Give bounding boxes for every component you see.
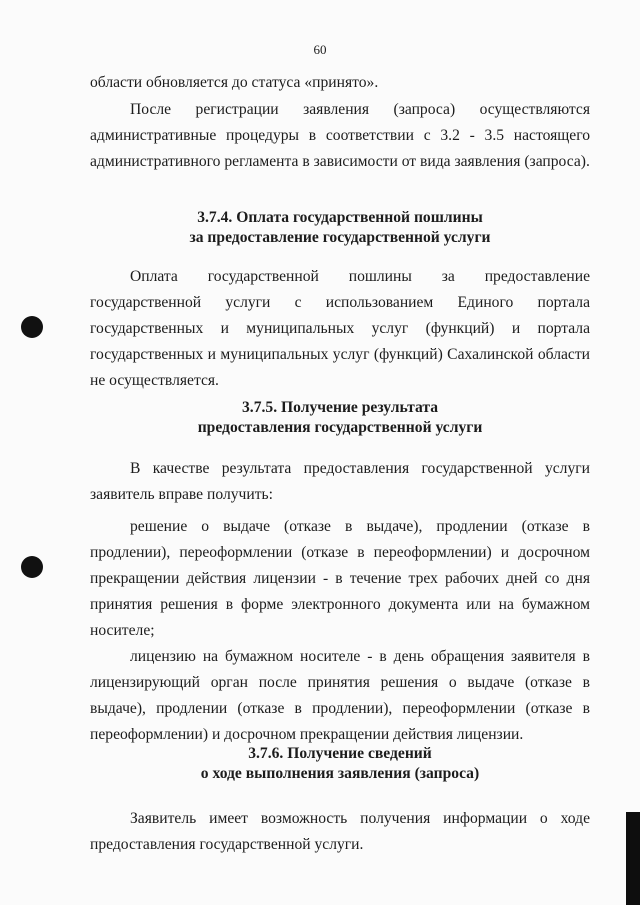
section-374-heading (90, 208, 590, 248)
section-376-heading-line-2: о ходе выполнения заявления (запроса) (200, 765, 480, 782)
section-375-paragraph-3: лицензию на бумажном носителе - в день обращения заявителя в лицензирующий орган после принятия решения о выдаче (отказе в выдаче), продлении (отказе в продлении), переоформлении (отказе в переоформлении) и досрочном прекращении действия лицензии. (90, 648, 590, 743)
section-375-heading-line-2: предоставления государственной услуги (197, 419, 483, 436)
section-376-heading-line-1: 3.7.6. Получение сведений (248, 745, 432, 762)
page-number: 60 (313, 42, 327, 57)
punch-hole-bottom (21, 556, 43, 578)
section-375-heading (90, 398, 590, 438)
intro-paragraph-2: После регистрации заявления (запроса) осуществляются административные процедуры в соответствии с 3.2 - 3.5 настоящего административного регламента в зависимости от вида заявления (запроса). (90, 101, 590, 170)
punch-hole-top (21, 316, 43, 338)
section-374-heading-line-1: 3.7.4. Оплата государственной пошлины (197, 209, 483, 226)
scan-edge-shadow (626, 812, 640, 905)
intro-text (90, 70, 590, 175)
section-376-heading (90, 744, 590, 784)
section-376-text (90, 806, 590, 858)
section-374-heading-line-2: за предоставление государственной услуги (189, 229, 491, 246)
section-375-text (90, 456, 590, 748)
section-375-paragraph-1: В качестве результата предоставления государственной услуги заявитель вправе получить: (90, 460, 590, 503)
section-375-paragraph-2: решение о выдаче (отказе в выдаче), продлении (отказе в продлении), переоформлении (отказе в переоформлении) и досрочном прекращении действия лицензии - в течение трех рабочих дней со дня принятия решения в форме электронного документа или на бумажном носителе; (90, 518, 590, 639)
section-376-paragraph-1: Заявитель имеет возможность получения информации о ходе предоставления государственной услуги. (90, 810, 590, 853)
section-374-text (90, 264, 590, 394)
section-375-heading-line-1: 3.7.5. Получение результата (242, 399, 438, 416)
intro-paragraph-1: области обновляется до статуса «принято». (90, 74, 379, 91)
section-374-paragraph-1: Оплата государственной пошлины за предоставление государственной услуги с использованием Единого портала государственных и муниципальных услуг (функций) и портала государственных и муниципальных услуг (функций) Сахалинской области не осуществляется. (90, 268, 590, 389)
